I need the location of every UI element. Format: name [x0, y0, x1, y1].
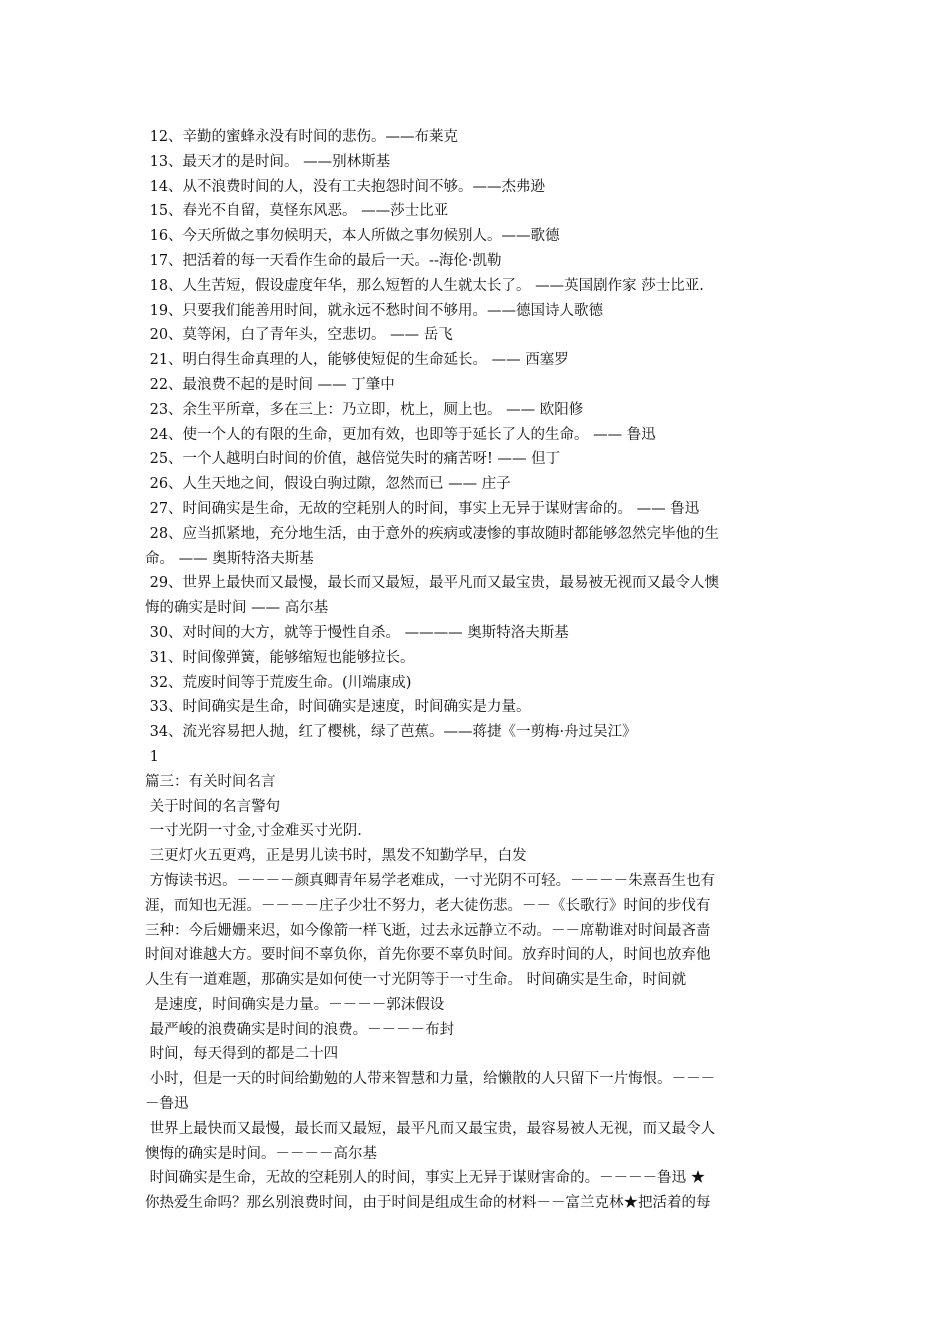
text-line: 关于时间的名言警句 — [145, 798, 281, 815]
text-line: 篇三：有关时间名言 — [145, 773, 276, 790]
text-line: 34、流光容易把人抛，红了樱桃，绿了芭蕉。——蒋捷《一剪梅·舟过吴江》 — [145, 724, 637, 741]
document-page — [145, 125, 810, 1216]
text-line: 17、把活着的每一天看作生命的最后一天。--海伦·凯勒 — [145, 252, 502, 269]
text-line: 18、人生苦短，假设虚度年华，那么短暂的人生就太长了。 ——英国剧作家 莎士比亚. — [145, 277, 704, 294]
text-line: 懊悔的确实是时间。－－－－高尔基 — [145, 1145, 377, 1162]
text-line: －鲁迅 — [145, 1096, 189, 1113]
text-line: 三种：今后姗姗来迟，如今像箭一样飞逝，过去永远静立不动。－－席勒谁对时间最吝啬 — [145, 922, 711, 939]
text-line: 一寸光阴一寸金,寸金难买寸光阴. — [145, 823, 362, 840]
text-line: 时间确实是生命，无故的空耗别人的时间，事实上无异于谋财害命的。－－－－鲁迅 ★ — [145, 1170, 706, 1187]
text-line: 你热爱生命吗？那幺别浪费时间，由于时间是组成生命的材料－－富兰克林★把活着的每 — [145, 1195, 711, 1212]
text-line: 时间，每天得到的都是二十四 — [145, 1046, 339, 1063]
text-line: 27、时间确实是生命，无故的空耗别人的时间，事实上无异于谋财害命的。 —— 鲁迅 — [145, 500, 700, 517]
text-line: 悔的确实是时间 —— 高尔基 — [145, 600, 329, 617]
text-line: 最严峻的浪费确实是时间的浪费。－－－－布封 — [145, 1021, 455, 1038]
text-line: 1 — [145, 748, 159, 765]
text-line: 13、最天才的是时间。 ——别林斯基 — [145, 153, 391, 170]
text-line: 人生有一道难题，那确实是如何使一寸光阴等于一寸生命。 时间确实是生命，时间就 — [145, 972, 687, 989]
text-line: 15、春光不自留，莫怪东风恶。 ——莎士比亚 — [145, 203, 449, 220]
text-line: 方悔读书迟。－－－－颜真卿青年易学老难成，一寸光阴不可轻。－－－－朱熹吾生也有 — [145, 872, 716, 889]
text-line: 20、莫等闲，白了青年头，空悲切。 —— 岳飞 — [145, 327, 453, 344]
text-line: 12、辛勤的蜜蜂永没有时间的悲伤。——布莱克 — [145, 129, 459, 145]
text-line: 23、余生平所章，多在三上：乃立即，枕上，厕上也。 —— 欧阳修 — [145, 401, 584, 418]
text-line: 是速度，时间确实是力量。－－－－郭沫假设 — [145, 996, 445, 1013]
text-line: 21、明白得生命真理的人，能够使短促的生命延长。 —— 西塞罗 — [145, 352, 569, 369]
text-line: 世界上最快而又最慢，最长而又最短，最平凡而又最宝贵，最容易被人无视，而又最令人 — [145, 1120, 716, 1137]
text-line: 30、对时间的大方，就等于慢性自杀。 ———— 奥斯特洛夫斯基 — [145, 624, 569, 641]
text-line: 涯，而知也无涯。－－－－庄子少壮不努力，老大徒伤悲。－－《长歌行》时间的步伐有 — [145, 897, 711, 914]
text-line: 26、人生天地之间，假设白驹过隙，忽然而已 —— 庄子 — [145, 476, 511, 493]
text-line: 28、应当抓紧地，充分地生活，由于意外的疾病或凄惨的事故随时都能够忽然完毕他的生 — [145, 525, 720, 542]
text-line: 时间对谁越大方。要时间不辜负你，首先你要不辜负时间。放弃时间的人，时间也放弃他 — [145, 947, 711, 964]
text-line: 33、时间确实是生命，时间确实是速度，时间确实是力量。 — [145, 699, 531, 716]
text-line: 22、最浪费不起的是时间 —— 丁肇中 — [145, 376, 395, 393]
text-line: 31、时间像弹簧，能够缩短也能够拉长。 — [145, 649, 415, 666]
text-line: 小时，但是一天的时间给勤勉的人带来智慧和力量，给懒散的人只留下一片悔恨。－－－ — [145, 1071, 716, 1088]
text-line: 命。 —— 奥斯特洛夫斯基 — [145, 550, 314, 567]
text-line: 32、荒废时间等于荒废生命。(川端康成) — [145, 674, 412, 691]
text-line: 19、只要我们能善用时间，就永远不愁时间不够用。——德国诗人歌德 — [145, 302, 604, 319]
text-line: 16、今天所做之事勿候明天，本人所做之事勿候别人。——歌德 — [145, 228, 560, 245]
text-line: 三更灯火五更鸡，正是男儿读书时，黑发不知勤学早，白发 — [145, 848, 527, 865]
text-line: 14、从不浪费时间的人，没有工夫抱怨时间不够。——杰弗逊 — [145, 178, 546, 195]
text-line: 24、使一个人的有限的生命，更加有效，也即等于延长了人的生命。 —— 鲁迅 — [145, 426, 656, 443]
text-line: 25、一个人越明白时间的价值，越倍觉失时的痛苦呀! —— 但丁 — [145, 451, 561, 468]
text-line: 29、世界上最快而又最慢，最长而又最短，最平凡而又最宝贵，最易被无视而又最令人懊 — [145, 575, 720, 592]
